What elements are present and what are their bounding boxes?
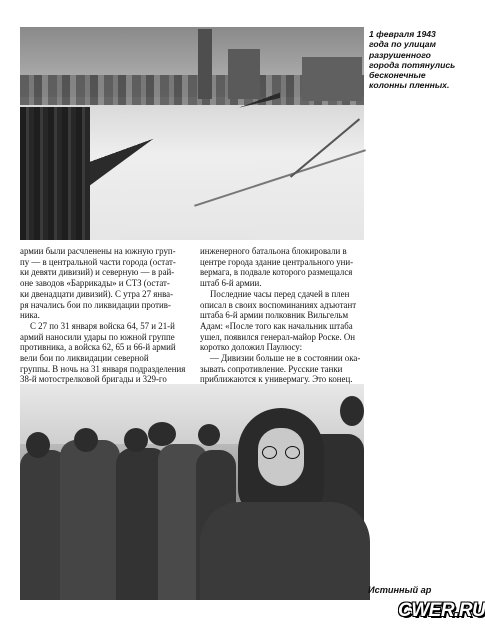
photo-caption <box>369 29 464 91</box>
photo-prisoners-portrait <box>20 384 364 600</box>
text-line: Адам: «После того как начальник штаба <box>200 320 353 331</box>
text-line: ушел, появился генерал-майор Роске. Он <box>200 331 356 342</box>
text-line: С 27 по 31 января войска 64, 57 и 21-й <box>30 320 175 331</box>
text-line: армий наносили удары по южной группе <box>20 331 175 342</box>
watermark-text: CWER.RU <box>398 600 485 621</box>
caption-line: года по улицам <box>369 39 436 50</box>
text-line: ря начались бои по ликвидации против- <box>20 299 171 310</box>
text-line: Последние часы перед сдачей в плен <box>210 288 350 299</box>
text-line: вермага, в подвале которого размещался <box>200 267 353 278</box>
text-line: пу — в центральной части города (остат- <box>20 256 176 267</box>
text-line: ника. <box>20 310 40 321</box>
text-line: штаба 6-й армии полковник Вильгельм <box>200 310 349 321</box>
text-line: вели бои по ликвидации северной <box>20 353 149 364</box>
text-line: группы. В ночь на 31 января подразделения <box>20 363 186 374</box>
text-line: зывать сопротивление. Русские танки <box>200 363 343 374</box>
caption-line: разрушенного <box>369 49 431 60</box>
text-line: центре города здание центрального уни- <box>200 256 354 267</box>
caption-line: 1 февраля 1943 <box>369 29 436 39</box>
text-line: оне заводов «Баррикады» и СТЗ (остат- <box>20 278 170 289</box>
text-line: описал в своих воспоминаниях адъютант <box>200 299 357 310</box>
caption-line: бесконечные <box>369 70 426 81</box>
body-text-right-column <box>200 246 366 385</box>
text-line: — Дивизии больше не в состоянии ока- <box>210 353 361 364</box>
body-text-left-column <box>20 246 192 385</box>
text-line: армии были расчленены на южную груп- <box>20 246 176 256</box>
text-line: 38-й мотострелковой бригады и 329-го <box>20 374 167 385</box>
photo-prisoner-column <box>20 27 364 240</box>
text-line: приближаются к универмагу. Это конец. <box>200 374 353 385</box>
text-line: противника, а войска 62, 65 и 66-й армий <box>20 342 176 353</box>
caption-line: колонны пленных. <box>369 80 450 91</box>
watermark-logo <box>394 598 485 626</box>
text-line: ки двенадцати дивизий). С утра 27 янва- <box>20 288 174 299</box>
page-footer-book-title: Истинный ар <box>368 585 432 595</box>
text-line: инженерного батальона блокировали в <box>200 246 347 256</box>
caption-line: города потянулись <box>369 59 456 70</box>
text-line: ки девяти дивизий) и северную — в рай- <box>20 267 175 278</box>
text-line: штаб 6-й армии. <box>200 278 262 289</box>
text-line: коротко доложил Паулюсу: <box>200 342 303 353</box>
